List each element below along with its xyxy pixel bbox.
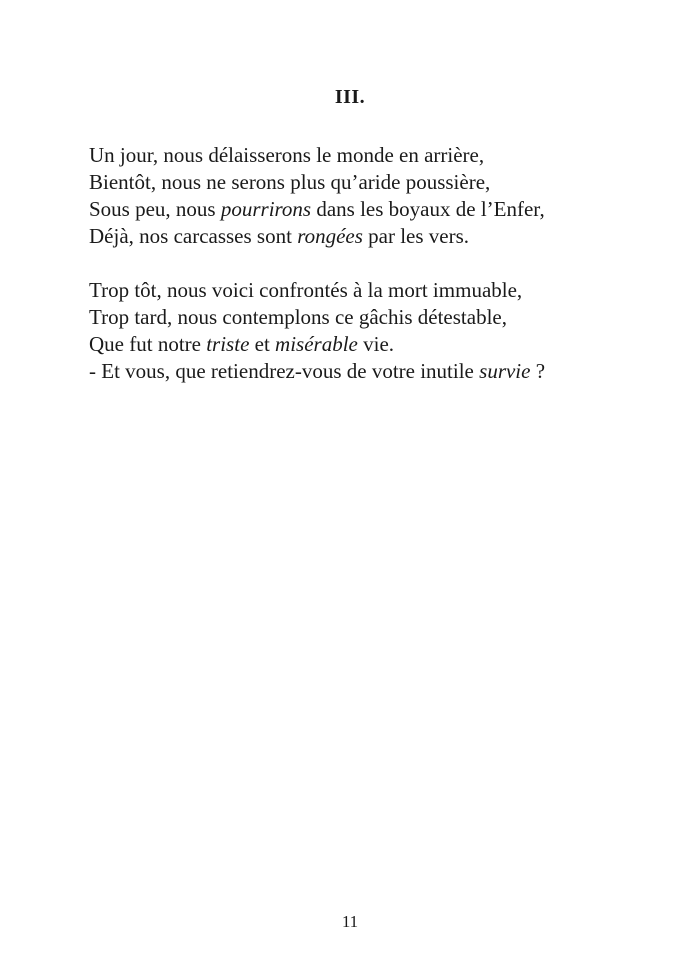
verse-text: Un jour, nous délaisserons le monde en arrière, [89, 143, 485, 167]
italic-word: triste [206, 332, 250, 356]
verse-text: et [249, 332, 276, 356]
verse-text: Trop tôt, nous voici confrontés à la mort immuable, [89, 278, 523, 302]
verse-line [89, 304, 545, 331]
verse-text: Déjà, nos carcasses sont [89, 224, 298, 248]
verse-text: ? [530, 359, 546, 383]
verse-line [89, 223, 545, 250]
verse-text: Sous peu, nous [89, 197, 221, 221]
page-number: 11 [341, 912, 359, 931]
verse-text: Bientôt, nous ne serons plus qu’aride poussière, [89, 170, 491, 194]
verse-line [89, 142, 545, 169]
verse-text: par les vers. [362, 224, 470, 248]
verse-line [89, 196, 545, 223]
verse-text: Trop tard, nous contemplons ce gâchis détestable, [89, 305, 507, 329]
italic-word: rongées [297, 224, 363, 248]
italic-word: survie [479, 359, 531, 383]
verse-text: dans les boyaux de l’Enfer, [311, 197, 545, 221]
verse-line [89, 358, 545, 385]
poem-title: III. [334, 86, 366, 108]
verse-text: Que fut notre [89, 332, 207, 356]
italic-word: misérable [275, 332, 358, 356]
stanza-1 [89, 142, 545, 250]
verse-line [89, 169, 545, 196]
verse-text: - Et vous, que retiendrez-vous de votre inutile [89, 359, 480, 383]
stanza-2 [89, 277, 545, 385]
verse-line [89, 331, 545, 358]
italic-word: pourrirons [220, 197, 312, 221]
verse-text: vie. [357, 332, 395, 356]
verse-line [89, 277, 545, 304]
